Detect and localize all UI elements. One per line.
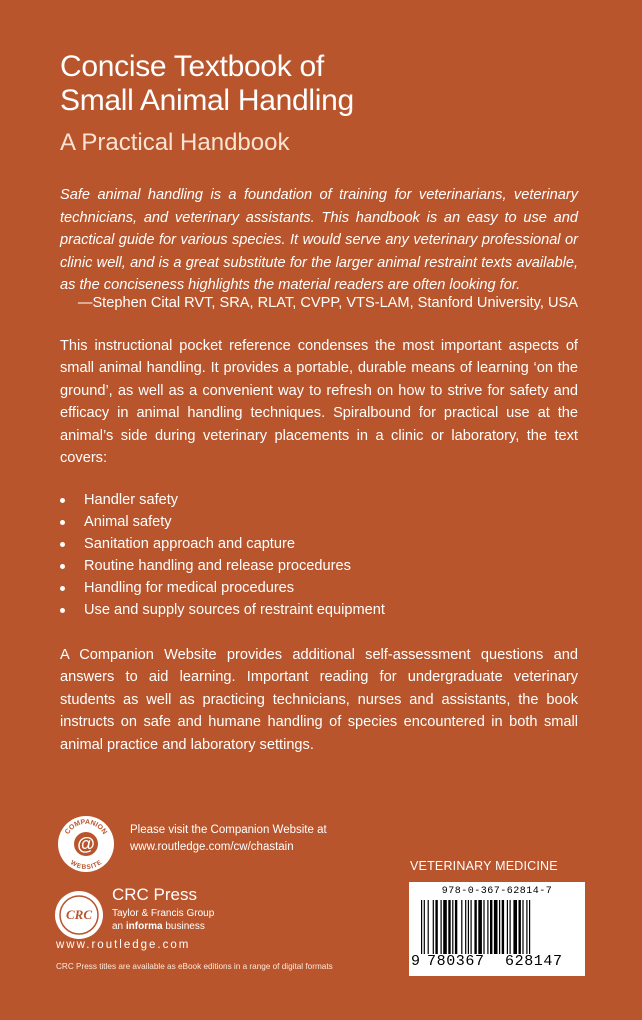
bullet-icon [60, 608, 65, 613]
barcode-bar [465, 900, 466, 954]
barcode-bar [494, 900, 498, 954]
endorsement-quote: Safe animal handling is a foundation of training for veterinarians, veterinary technicians, and veterinary assistants. This handbook is an easy to use and practical guide for various species. It would serve any veterinary professional or clinic well, and is a great substitute for the larger animal restraint texts available, as the conciseness highlights the material readers are often looking for. [60, 187, 578, 294]
list-item [60, 489, 578, 511]
isbn-digit-group-1: 780367 [427, 953, 485, 970]
barcode-bar [441, 900, 442, 954]
bullet-icon [60, 520, 65, 525]
companion-website-logo [56, 814, 116, 874]
barcode-bar [474, 900, 476, 954]
at-sign-icon: @ [77, 834, 95, 854]
publisher-group: Taylor & Francis Group [112, 907, 215, 919]
barcode-bar [483, 900, 484, 954]
barcode-bar [478, 900, 482, 954]
barcode-bar [510, 900, 511, 954]
companion-logo-bottom-text: WEBSITE [69, 859, 104, 872]
title-line-1: Concise Textbook of [60, 50, 324, 83]
barcode-bar [452, 900, 453, 954]
list-item [60, 599, 578, 621]
barcode-bar [490, 900, 492, 954]
barcode-bar [522, 900, 523, 954]
barcode-bars [421, 900, 581, 954]
isbn-label: 978-0-367-62814-7 [441, 886, 553, 897]
barcode-bar [502, 900, 504, 954]
crc-press-logo [54, 890, 104, 940]
title-line-2: Small Animal Handling [60, 84, 354, 117]
publisher-name: CRC Press [112, 885, 198, 904]
companion-logo-top-text: COMPANION [64, 818, 108, 836]
barcode-bar [468, 900, 469, 954]
intro-paragraph: This instructional pocket reference condenses the most important aspects of small animal handling. It provides a portable, durable means of learning ‘on the ground’, as well as a convenient way to refresh on how to strive for safety and efficacy in animal handling techniques. Spiralbound for practical use at the animal’s side during veterinary placements in a clinic or laboratory, the text covers: [60, 338, 578, 467]
list-item [60, 577, 578, 599]
barcode-bar [471, 900, 472, 954]
barcode-bar [507, 900, 508, 954]
isbn-lead-digit: 9 [411, 953, 421, 970]
visit-text: Please visit the Companion Website at [130, 824, 327, 836]
list-item [60, 533, 578, 555]
barcode-bar [513, 900, 517, 954]
bullet-icon [60, 498, 65, 503]
book-title [60, 50, 600, 118]
barcode-bar [433, 900, 434, 954]
publisher-business: an informa business [112, 920, 205, 932]
companion-url[interactable]: www.routledge.com/cw/chastain [130, 841, 294, 853]
quote-attribution: —Stephen Cital RVT, SRA, RLAT, CVPP, VTS-LAM, Stanford University, USA [77, 295, 578, 311]
barcode-bar [499, 900, 500, 954]
list-item-label: Animal safety [84, 514, 172, 530]
barcode-bar [526, 900, 527, 954]
book-subtitle: A Practical Handbook [60, 129, 290, 156]
isbn-digit-group-2: 628147 [505, 953, 563, 970]
crc-logo-text: CRC [65, 907, 93, 922]
barcode-bar [424, 900, 425, 954]
subject-category: VETERINARY MEDICINE [410, 859, 558, 873]
list-item-label: Routine handling and release procedures [84, 558, 351, 574]
bullet-icon [60, 564, 65, 569]
closing-paragraph: A Companion Website provides additional self-assessment questions and answers to aid learning. Important reading for undergraduate veterinary students as well as practicing technicians, nurses and assistants, the book instructs on safe and humane handling of species encountered in both small animal practice and laboratory settings. [60, 647, 578, 753]
barcode-bar [519, 900, 521, 954]
barcode-bar [421, 900, 422, 954]
barcode-bar [435, 900, 437, 954]
publisher-website[interactable]: www.routledge.com [56, 939, 191, 951]
barcode-bar [487, 900, 488, 954]
bullet-icon [60, 542, 65, 547]
companion-website-note [130, 822, 327, 856]
barcode-bar [448, 900, 450, 954]
ebook-note: CRC Press titles are available as eBook editions in a range of digital formats [56, 962, 333, 971]
barcode-bar [428, 900, 429, 954]
list-item [60, 555, 578, 577]
barcode-bar [443, 900, 447, 954]
bullet-icon [60, 586, 65, 591]
barcode-bar [529, 900, 530, 954]
publisher-info [112, 886, 214, 933]
barcode-bar [461, 900, 462, 954]
list-item-label: Handler safety [84, 492, 179, 508]
barcode-bar [455, 900, 457, 954]
topics-list [60, 489, 578, 621]
list-item-label: Use and supply sources of restraint equipment [84, 602, 385, 618]
isbn-barcode [409, 882, 585, 976]
list-item [60, 511, 578, 533]
list-item-label: Handling for medical procedures [84, 580, 295, 596]
list-item-label: Sanitation approach and capture [84, 536, 295, 552]
